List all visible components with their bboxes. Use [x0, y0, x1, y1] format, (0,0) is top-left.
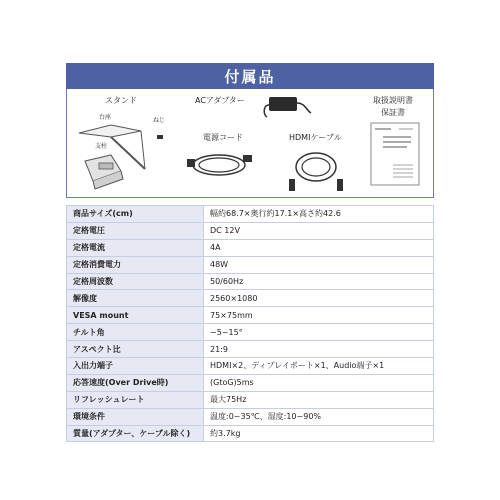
- spec-value: 50/60Hz: [204, 273, 434, 290]
- spec-label: 解像度: [67, 290, 204, 307]
- table-row: [67, 374, 434, 391]
- table-row: [67, 391, 434, 408]
- spec-label: 質量(アダプター、ケーブル除く): [67, 425, 204, 442]
- table-row: [67, 425, 434, 442]
- spec-label: 定格電圧: [67, 222, 204, 239]
- hdmi-cable-label: HDMIケーブル: [289, 133, 342, 142]
- spec-label: 定格電流: [67, 239, 204, 256]
- spec-value: 48W: [204, 256, 434, 273]
- screw-label: ねじ: [153, 117, 166, 124]
- spec-value: 幅約68.7×奥行約17.1×高さ約42.6: [204, 206, 434, 223]
- spec-value: 4A: [204, 239, 434, 256]
- spec-label: リフレッシュレート: [67, 391, 204, 408]
- stand-label: スタンド: [105, 96, 137, 105]
- base-label: 台座: [99, 114, 112, 121]
- spec-value: 最大75Hz: [204, 391, 434, 408]
- power-cord-illustration: [185, 145, 255, 185]
- spec-label: 商品サイズ(cm): [67, 206, 204, 223]
- table-row: [67, 222, 434, 239]
- spec-value: −5~15°: [204, 324, 434, 341]
- spec-label: VESA mount: [67, 307, 204, 324]
- spec-value: 約3.7kg: [204, 425, 434, 442]
- table-row: [67, 307, 434, 324]
- manual-label: 取扱説明書: [373, 96, 413, 105]
- hdmi-cable-illustration: [285, 143, 347, 195]
- spec-value: (GtoG)5ms: [204, 374, 434, 391]
- manual-illustration: [369, 121, 423, 189]
- power-cord-label: 電源コード: [203, 133, 243, 142]
- table-row: [67, 239, 434, 256]
- spec-label: 環境条件: [67, 408, 204, 425]
- warranty-label: 保証書: [381, 108, 405, 117]
- stand-illustration: [71, 115, 181, 197]
- spec-value: 2560×1080: [204, 290, 434, 307]
- table-row: [67, 290, 434, 307]
- table-row: [67, 273, 434, 290]
- spec-value: 75×75mm: [204, 307, 434, 324]
- accessories-title: 付属品: [66, 63, 434, 89]
- pillar-label: 支柱: [95, 143, 108, 150]
- spec-label: 応答速度(Over Drive時): [67, 374, 204, 391]
- ac-adapter-label: ACアダプター: [195, 96, 245, 105]
- table-row: [67, 256, 434, 273]
- spec-value: HDMI×2、ディプレイポート×1、Audio端子×1: [204, 358, 434, 375]
- spec-label: 入出力端子: [67, 358, 204, 375]
- spec-value: 21:9: [204, 341, 434, 358]
- table-row: [67, 408, 434, 425]
- spec-label: チルト角: [67, 324, 204, 341]
- table-row: [67, 324, 434, 341]
- spec-label: アスペクト比: [67, 341, 204, 358]
- table-row: [67, 341, 434, 358]
- spec-label: 定格周波数: [67, 273, 204, 290]
- spec-value: 温度:0~35℃、湿度:10~90%: [204, 408, 434, 425]
- spec-label: 定格消費電力: [67, 256, 204, 273]
- table-row: [67, 358, 434, 375]
- spec-table: [66, 205, 434, 442]
- accessories-panel: [66, 89, 434, 198]
- spec-value: DC 12V: [204, 222, 434, 239]
- ac-adapter-illustration: [261, 91, 313, 119]
- table-row: [67, 206, 434, 223]
